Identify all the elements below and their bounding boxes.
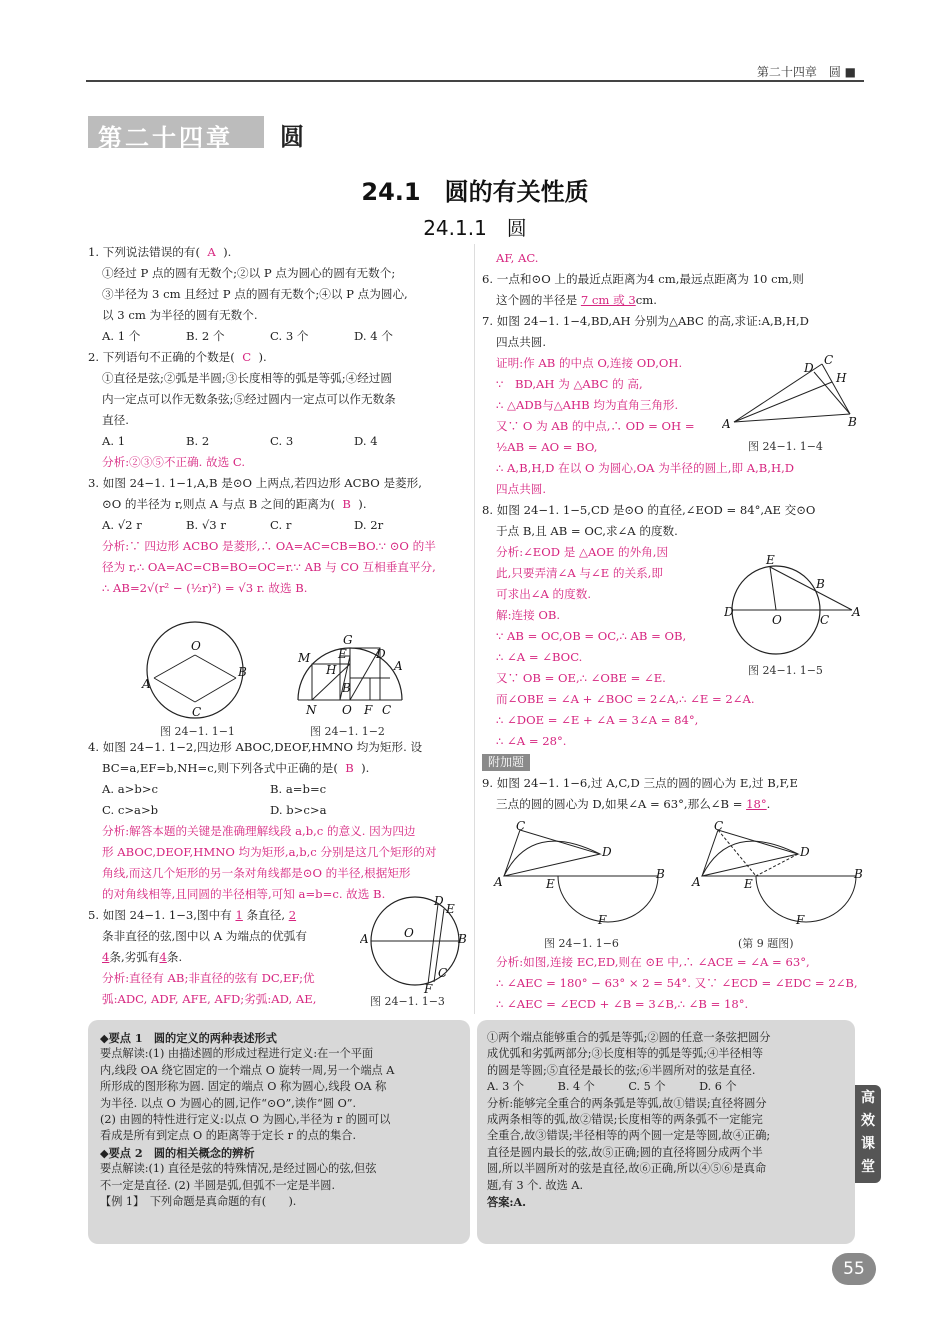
running-header: 第二十四章 圆 ■ bbox=[756, 65, 856, 79]
q3-analysis-line: 径为 r,∴ OA=AC=CB=BO=OC=r.∵ AB 与 CO 互相垂直平分, bbox=[102, 560, 436, 574]
fig9-label-A: A bbox=[692, 875, 701, 889]
fig2-label-H: H bbox=[326, 663, 337, 677]
fig9-label-E: E bbox=[744, 877, 753, 891]
header-rule bbox=[86, 80, 864, 82]
q9-analysis-line: ∴ ∠AEC = ∠ECD + ∠B = 3∠B,∴ ∠B = 18°. bbox=[496, 997, 749, 1011]
q8-solution-line: ∴ ∠DOE = ∠E + ∠A = 3∠A = 84°, bbox=[496, 713, 699, 727]
fig2-label-D: D bbox=[376, 647, 386, 661]
q2-body-line: 直径. bbox=[102, 413, 129, 427]
q4-options-1: A. a>b>c B. a=b=c bbox=[102, 782, 327, 796]
example-analysis-line: 圆,所以半圆所对的弦是直径,故⑥正确,所以④⑤⑥是真命 bbox=[487, 1162, 767, 1176]
q8-solution-line: 又∵ OB = OE,∴ ∠OBE = ∠E. bbox=[496, 671, 666, 685]
q7-proof-line: 证明:作 AB 的中点 O,连接 OD,OH. bbox=[496, 356, 683, 370]
q7-proof-line: 又∵ O 为 AB 的中点,∴ OD = OH = bbox=[496, 419, 695, 433]
q5-continuation: AF, AC. bbox=[496, 251, 539, 265]
q8-line1: 8. 如图 24−1. 1−5,CD 是⊙O 的直径,∠EOD = 84°,AE 交⊙O bbox=[482, 503, 816, 517]
q9-analysis bbox=[482, 952, 862, 1015]
fig2-label-A: A bbox=[394, 659, 403, 673]
q4-options-2: C. c>a>b D. b>c>a bbox=[102, 803, 327, 817]
q6-line2: 这个圆的半径是 7 cm 或 3cm. bbox=[496, 293, 657, 307]
fig2-label-O: O bbox=[342, 703, 352, 717]
fig5-label-A: A bbox=[852, 605, 861, 619]
fig3-label-B: B bbox=[458, 932, 467, 946]
figure-24-1-1-3 bbox=[360, 895, 470, 995]
q2-body-line: ①直径是弦;②弧是半圆;③长度相等的弧是等弧;④经过圆 bbox=[102, 371, 392, 385]
example-analysis-line: 直径是圆内最长的弦,故⑤正确;圆的直径将圆分成两个半 bbox=[487, 1145, 763, 1159]
addon-row bbox=[482, 752, 862, 773]
figure-24-1-1-1 bbox=[140, 618, 250, 722]
fig6-label-A: A bbox=[494, 875, 503, 889]
q1-options: A. 1 个 B. 2 个 C. 3 个 D. 4 个 bbox=[102, 329, 393, 343]
q8-analysis-line: 可求出∠A 的度数. bbox=[496, 587, 592, 601]
q4-stem2: BC=a,EF=b,NH=c,则下列各式中正确的是( B ). bbox=[102, 761, 370, 775]
q9-analysis-line: 分析:如图,连接 EC,ED,则在 ⊙E 中,∴ ∠ACE = ∠A = 63°, bbox=[496, 955, 810, 969]
q9-analysis-line: ∴ ∠AEC = 180° − 63° × 2 = 54°. 又∵ ∠ECD = ∠EDC = 2∠B, bbox=[496, 976, 858, 990]
fig1-label-B: B bbox=[238, 665, 247, 679]
fig3-label-O: O bbox=[404, 926, 414, 940]
side-tab: 高 效 课 堂 bbox=[855, 1085, 881, 1183]
fig9-label-D: D bbox=[800, 845, 810, 859]
example-answer: 答案:A. bbox=[487, 1195, 527, 1210]
fig6-label-F: F bbox=[598, 913, 607, 927]
key-points-text bbox=[100, 1030, 462, 1210]
fig2-label-E: E bbox=[338, 647, 347, 661]
fig4-label-D: D bbox=[804, 361, 814, 375]
fig1-label-C: C bbox=[192, 705, 202, 719]
example-analysis-line: 全重合,故③错误;半径相等的两个圆一定是等圆,故④正确; bbox=[487, 1129, 771, 1143]
q5-line3: 4条,劣弧有4条. bbox=[102, 950, 183, 964]
example-line: 【例 1】 下列命题是真命题的有( ). bbox=[100, 1195, 297, 1209]
example-line: ①两个端点能够重合的弧是等弧;②圆的任意一条弦把圆分 bbox=[487, 1031, 771, 1044]
key-point-heading: ◆要点 1 圆的定义的两种表述形式 bbox=[100, 1031, 277, 1045]
fig9-label-B: B bbox=[854, 867, 863, 881]
addon-badge: 附加题 bbox=[482, 754, 530, 771]
fig3-label-C: C bbox=[438, 966, 448, 980]
fig6-label-C: C bbox=[516, 820, 526, 833]
fig1-label-O: O bbox=[191, 639, 201, 653]
q8-line2: 于点 B,且 AB = OC,求∠A 的度数. bbox=[496, 524, 678, 538]
fig3-label-E: E bbox=[446, 902, 455, 916]
subsection-title: 24.1.1 圆 bbox=[423, 216, 527, 240]
key-point-line: 不一定是直径. (2) 半圆是弧,但弧不一定是半圆. bbox=[100, 1178, 336, 1192]
q5-analysis-line: 分析:直径有 AB;非直径的弦有 DC,EF;优 bbox=[102, 971, 315, 985]
fig2-label-F: F bbox=[364, 703, 373, 717]
fig1-caption: 图 24−1. 1−1 bbox=[160, 725, 235, 738]
example-analysis-line: 题,有 3 个. 故选 A. bbox=[487, 1178, 584, 1192]
example-analysis-line: 分析:能够完全重合的两条弧是等弧,故①错误;直径将圆分 bbox=[487, 1096, 767, 1110]
fig5-label-C: C bbox=[820, 613, 830, 627]
q4-analysis-line: 分析:解答本题的关键是准确理解线段 a,b,c 的意义. 因为四边 bbox=[102, 824, 416, 838]
fig4-label-H: H bbox=[836, 371, 847, 385]
q7-proof-line: 四点共圆. bbox=[496, 482, 547, 496]
q8-solution-line: ∵ AB = OC,OB = OC,∴ AB = OB, bbox=[496, 629, 687, 643]
q7-proof-line: ∵ BD,AH 为 △ABC 的 高, bbox=[496, 377, 643, 391]
q3-stem2: ⊙O 的半径为 r,则点 A 与点 B 之间的距离为( B ). bbox=[102, 497, 367, 511]
example-answer-text bbox=[487, 1030, 847, 1210]
q8-solution-line: 而∠OBE = ∠A + ∠BOC = 2∠A,∴ ∠E = 2∠A. bbox=[496, 692, 755, 706]
q3-analysis-line: 分析:∵ 四边形 ACBO 是菱形,∴ OA=AC=CB=BO.∵ ⊙O 的半 bbox=[102, 539, 436, 553]
q2-options: A. 1 B. 2 C. 3 D. 4 bbox=[102, 434, 378, 448]
fig6-label-E: E bbox=[546, 877, 555, 891]
q3-options: A. √2 r B. √3 r C. r D. 2r bbox=[102, 518, 384, 532]
q4-analysis-line: 的对角线相等,且同圆的半径相等,可知 a=b=c. 故选 B. bbox=[102, 887, 386, 901]
key-point-line: 为半径. 以点 O 为圆心的圆,记作“⊙O”,读作“圆 O”. bbox=[100, 1096, 357, 1110]
q6-line1: 6. 一点和⊙O 上的最近点距离为4 cm,最远点距离为 10 cm,则 bbox=[482, 272, 804, 286]
fig5-label-E: E bbox=[766, 553, 775, 567]
q5-analysis-line: 弧:ADC, ADF, AFE, AFD;劣弧:AD, AE, bbox=[102, 992, 317, 1006]
fig4-label-C: C bbox=[824, 353, 834, 367]
q1-body-line: ③半径为 3 cm 且经过 P 点的圆有无数个;④以 P 点为圆心, bbox=[102, 287, 408, 301]
q1-answer: A bbox=[207, 245, 216, 259]
fig3-label-A: A bbox=[360, 932, 369, 946]
fig2-label-N: N bbox=[306, 703, 317, 717]
column-divider bbox=[474, 244, 475, 1014]
right-column bbox=[482, 248, 862, 815]
page-number: 55 bbox=[832, 1253, 876, 1285]
fig3-label-D: D bbox=[434, 895, 444, 908]
example-options: A. 3 个 B. 4 个 C. 5 个 D. 6 个 bbox=[487, 1080, 737, 1094]
q7-proof-line: ½AB = AO = BO, bbox=[496, 440, 598, 454]
q5-line1: 5. 如图 24−1. 1−3,图中有 1 条直径, 2 bbox=[88, 908, 297, 922]
key-point-heading: ◆要点 2 圆的相关概念的辨析 bbox=[100, 1145, 255, 1160]
q8-analysis-line: 此,只要弄清∠A 与∠E 的关系,即 bbox=[496, 566, 663, 580]
figure-24-1-1-2 bbox=[290, 630, 410, 720]
example-line: 成优弧和劣弧两部分;③长度相等的弧是等弧;④半径相等 bbox=[487, 1047, 764, 1061]
chapter-name: 圆 bbox=[280, 123, 304, 151]
q8-solution-line: 解:连接 OB. bbox=[496, 608, 561, 622]
fig9-label-F: F bbox=[796, 913, 805, 927]
fig6-label-B: B bbox=[656, 867, 665, 881]
figure-24-1-1-5 bbox=[724, 552, 864, 662]
chapter-number: 第二十四章 bbox=[98, 124, 233, 152]
q2-analysis: 分析:②③⑤不正确. 故选 C. bbox=[102, 455, 246, 469]
section-title: 24.1 圆的有关性质 bbox=[361, 178, 589, 206]
q7-line1: 7. 如图 24−1. 1−4,BD,AH 分别为△ABC 的高,求证:A,B,H,D bbox=[482, 314, 809, 328]
fig5-caption: 图 24−1. 1−5 bbox=[748, 664, 823, 677]
fig5-label-O: O bbox=[772, 613, 782, 627]
fig2-label-B: B bbox=[342, 681, 351, 695]
fig3-caption: 图 24−1. 1−3 bbox=[370, 995, 445, 1008]
key-point-line: 要点解读:(1) 直径是弦的特殊情况,是经过圆心的弦,但弦 bbox=[100, 1162, 377, 1176]
q3-stem: 3. 如图 24−1. 1−1,A,B 是⊙O 上两点,若四边形 ACBO 是菱形, bbox=[88, 476, 422, 490]
key-point-line: 看成是所有到定点 O 的距离等于定长 r 的点的集合. bbox=[100, 1129, 357, 1143]
figure-24-1-1-4 bbox=[722, 352, 862, 432]
q1-stem: 1. 下列说法错误的有( A ). bbox=[88, 245, 232, 259]
example-analysis-line: 成两条相等的弧,故②错误;长度相等的两条弧不一定能完 bbox=[487, 1113, 763, 1127]
fig4-label-A: A bbox=[722, 417, 731, 431]
figure-24-1-1-6 bbox=[492, 820, 672, 930]
fig9-label-C: C bbox=[714, 820, 724, 833]
key-point-line: 要点解读:(1) 由描述圆的形成过程进行定义:在一个平面 bbox=[100, 1047, 374, 1061]
q9-line1: 9. 如图 24−1. 1−6,过 A,C,D 三点的圆的圆心为 E,过 B,F,E bbox=[482, 776, 798, 790]
fig4-label-B: B bbox=[848, 415, 857, 429]
q4-analysis-line: 形 ABOC,DEOF,HMNO 均为矩形,a,b,c 分别是这几个矩形的对 bbox=[102, 845, 437, 859]
fig2-label-C: C bbox=[382, 703, 392, 717]
q2-stem: 2. 下列语句不正确的个数是( C ). bbox=[88, 350, 267, 364]
q5-line2: 条非直径的弦,图中以 A 为端点的优弧有 bbox=[102, 929, 307, 943]
left-column bbox=[88, 242, 468, 599]
fig6-label-D: D bbox=[602, 845, 612, 859]
fig1-label-A: A bbox=[142, 677, 151, 691]
key-point-line: 所形成的图形称为圆. 固定的端点 O 称为圆心,线段 OA 称 bbox=[100, 1080, 387, 1094]
figure-q9 bbox=[690, 820, 870, 930]
q4-stem: 4. 如图 24−1. 1−2,四边形 ABOC,DEOF,HMNO 均为矩形. 设 bbox=[88, 740, 423, 754]
fig2-caption: 图 24−1. 1−2 bbox=[310, 725, 385, 738]
fig2-label-M: M bbox=[298, 651, 311, 665]
key-point-line: (2) 由圆的特性进行定义:以点 O 为圆心,半径为 r 的圆可以 bbox=[100, 1113, 391, 1127]
fig6-caption: 图 24−1. 1−6 bbox=[544, 937, 619, 950]
key-point-line: 内,线段 OA 绕它固定的一个端点 O 旋转一周,另一个端点 A bbox=[100, 1063, 395, 1077]
q1-body-line: ①经过 P 点的圆有无数个;②以 P 点为圆心的圆有无数个; bbox=[102, 266, 396, 280]
fig2-label-G: G bbox=[343, 633, 353, 647]
q1-body-line: 以 3 cm 为半径的圆有无数个. bbox=[102, 308, 258, 322]
q9-line2: 三点的圆的圆心为 D,如果∠A = 63°,那么∠B = 18°. bbox=[496, 797, 771, 811]
q3-analysis-line: ∴ AB=2√(r² − (½r)²) = √3 r. 故选 B. bbox=[102, 581, 308, 595]
q2-answer: C bbox=[242, 350, 252, 364]
q7-line2: 四点共圆. bbox=[496, 335, 547, 349]
fig4-caption: 图 24−1. 1−4 bbox=[748, 440, 823, 453]
q2-body-line: 内一定点可以作无数条弦;⑤经过圆内一定点可以作无数条 bbox=[102, 392, 396, 406]
q7-proof-line: ∴ △ADB与△AHB 均为直角三角形. bbox=[496, 398, 679, 412]
fig5-label-B: B bbox=[816, 577, 825, 591]
q8-analysis-line: 分析:∠EOD 是 △AOE 的外角,因 bbox=[496, 545, 669, 559]
q4-analysis-line: 角线,而这几个矩形的另一条对角线都是⊙O 的半径,根据矩形 bbox=[102, 866, 411, 880]
fig9-caption: (第 9 题图) bbox=[738, 937, 794, 950]
fig3-label-F: F bbox=[424, 982, 433, 995]
fig5-label-D: D bbox=[724, 605, 734, 619]
q8-solution-line: ∴ ∠A = 28°. bbox=[496, 734, 567, 748]
q8-solution-line: ∴ ∠A = ∠BOC. bbox=[496, 650, 583, 664]
example-line: 的圆是等圆;⑤直径是最长的弦;⑥半圆所对的弦是直径. bbox=[487, 1063, 756, 1077]
q7-proof-line: ∴ A,B,H,D 在以 O 为圆心,OA 为半径的圆上,即 A,B,H,D bbox=[496, 461, 795, 475]
